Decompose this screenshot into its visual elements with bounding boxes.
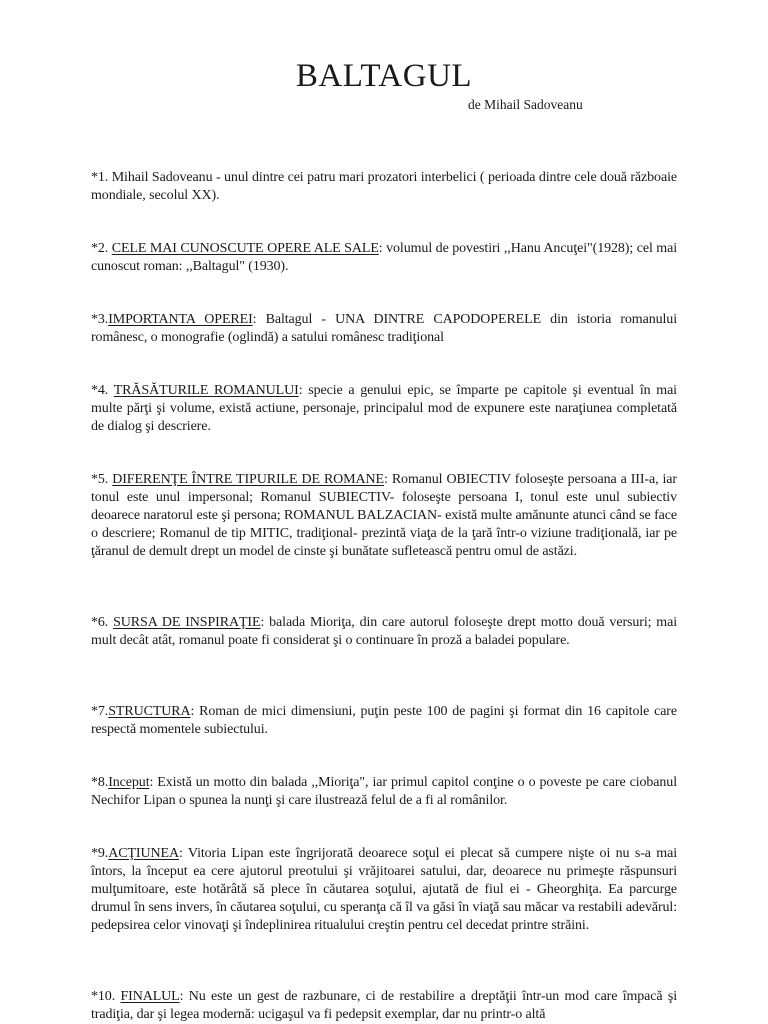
item-number: *6. (91, 615, 114, 630)
list-item (91, 240, 677, 276)
item-heading: CELE MAI CUNOSCUTE OPERE ALE SALE (111, 241, 379, 256)
item-text: : balada Mioriţa, din care autorul foloseşte drept motto două versuri; mai mult decât atât, romanul poate fi considerat şi o continuare în proză a baladei populare. (91, 615, 677, 648)
list-item (91, 703, 677, 739)
list-item (91, 845, 677, 935)
list-item (91, 471, 677, 561)
item-text: : Există un motto din balada ,,Mioriţa", iar primul capitol conţine o o poveste pe care ciobanul Nechifor Lipan o spunea la nunţi şi care ilustrează felul de a fi al românilor. (91, 775, 677, 808)
item-text: : Romanul OBIECTIV foloseşte persoana a III-a, iar tonul este unul impersonal; Romanul SUBIECTIV- foloseşte persoana I, tonul este unul subiectiv deoarece naratorul este şi persona; ROMANUL BALZACIAN- există multe amănunte atunci când se face o descriere; Romanul de tip MITIC, tradiţional- prezintă viaţa de la ţară într-o viziune tradiţională, iar pe ţăranul de demult drept un model de cinste şi bunătate sufletească pentru omul de astăzi. (91, 472, 677, 559)
item-heading: Inceput (108, 775, 150, 790)
item-heading: FINALUL (120, 989, 180, 1004)
item-text: : Baltagul - UNA DINTRE CAPODOPERELE din istoria romanului românesc, o monografie (oglindă) a satului românesc tradiţional (91, 312, 677, 345)
item-heading: TRĂSĂTURILE ROMANULUI (113, 383, 299, 398)
item-number: *8. (91, 775, 109, 790)
item-heading: ACŢIUNEA (108, 846, 179, 861)
document-title: BALTAGUL (295, 58, 473, 94)
list-item (91, 311, 677, 347)
item-text: : specie a genului epic, se împarte pe capitole şi eventual în mai multe părţi şi volume, există actiune, personaje, principalul mod de expunere este naraţiunea completată de dialog şi descriere. (91, 383, 677, 434)
item-heading: STRUCTURA (108, 704, 191, 719)
item-text: : Nu este un gest de razbunare, ci de restabilire a dreptăţii într-un mod care împacă şi tradiţia, dar şi legea modernă: ucigaşul va fi pedepsit exemplar, dar nu printr-o altă (91, 989, 677, 1022)
item-text: : volumul de povestiri ,,Hanu Ancuţei"(1928); cel mai cunoscut roman: ,,Baltagul" (1930). (91, 241, 677, 274)
item-heading: IMPORTANTA OPEREI (108, 312, 253, 327)
item-number: *7. (91, 704, 109, 719)
item-number: *10. (91, 989, 121, 1004)
item-heading: SURSA DE INSPIRAŢIE (113, 615, 261, 630)
item-number: *9. (91, 846, 109, 861)
item-text: : Vitoria Lipan este îngrijorată deoarece soţul ei plecat să cumpere nişte oi nu s-a mai întors, la început ea cere ajutorul preotului şi vrăjitoarei satului, dar, deoarece nu primeşte răspunsuri mulţumitoare, este hotărâtă să plece în căutarea soţului, ajutată de fiul ei - Gheorghiţa. Ea parcurge drumul în sens invers, în căutarea soţului, cu speranţa că îl va găsi în viaţă sau măcar va restabili adevărul: pedepsirea celor vinovaţi şi îndeplinirea ritualului creştin pentru cel decedat printre străini. (91, 846, 677, 933)
list-item (91, 988, 677, 1024)
list-item (91, 169, 677, 205)
item-number: *5. (91, 472, 113, 487)
list-item (91, 382, 677, 436)
item-number: *3. (91, 312, 109, 327)
item-heading: DIFERENŢE ÎNTRE TIPURILE DE ROMANE (112, 472, 385, 487)
list-item (91, 614, 677, 650)
item-text: : Roman de mici dimensiuni, puţin peste 100 de pagini şi format din 16 capitole care respectă momentele subiectului. (91, 704, 677, 737)
item-number: *1. (91, 170, 112, 185)
item-text: Mihail Sadoveanu - unul dintre cei patru mari prozatori interbelici ( perioada dintre cele două războaie mondiale, secolul XX). (91, 170, 677, 203)
item-number: *2. (91, 241, 112, 256)
document-author: de Mihail Sadoveanu (468, 97, 583, 112)
list-item (91, 774, 677, 810)
item-number: *4. (91, 383, 114, 398)
